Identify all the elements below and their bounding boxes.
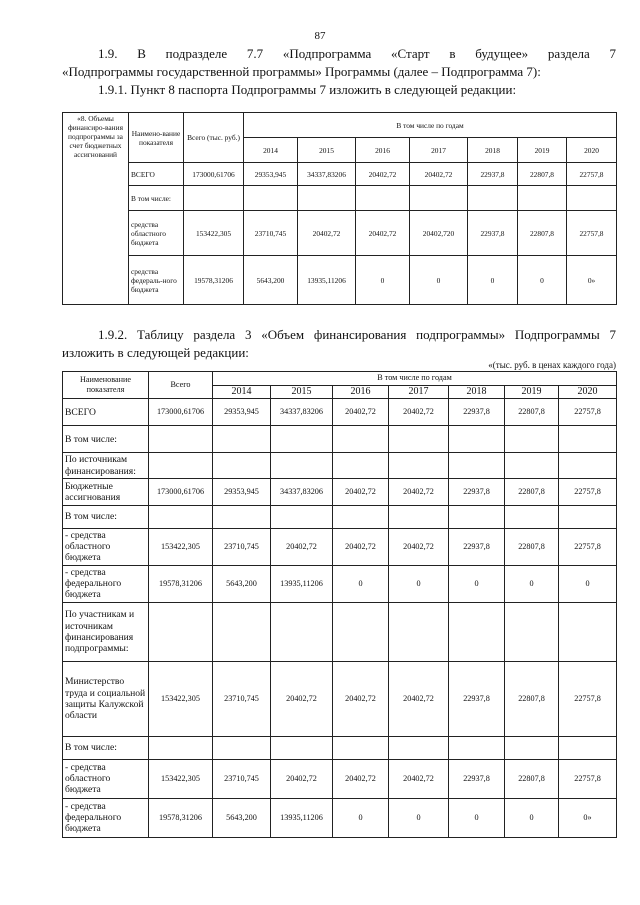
row-label: средства областного бюджета: [129, 211, 184, 256]
cell-value: 22807,8: [505, 661, 559, 736]
cell-value: 22937,8: [449, 661, 505, 736]
cell-value: 0»: [559, 798, 617, 837]
row-label: В том числе:: [63, 426, 149, 453]
header-total: Всего: [149, 372, 213, 399]
passport-table-body: [63, 113, 617, 305]
cell-value: [389, 602, 449, 661]
row-label: Министерство труда и социальной защиты Калужской области: [63, 661, 149, 736]
cell-value: [213, 426, 271, 453]
cell-value: 5643,200: [213, 798, 271, 837]
cell-value: 0: [389, 565, 449, 602]
cell-value: 22937,8: [468, 211, 518, 256]
row-label: В том числе:: [129, 186, 184, 211]
cell-value: 22757,8: [567, 211, 617, 256]
cell-value: [468, 186, 518, 211]
cell-value: [559, 453, 617, 478]
cell-value: 22807,8: [505, 478, 559, 505]
cell-value: 13935,11206: [271, 798, 333, 837]
para1-line1: 1.9. В подразделе 7.7 «Подпрограмма «Старт в будущее» раздела 7: [98, 46, 616, 61]
cell-value: 13935,11206: [298, 256, 356, 305]
cell-value: 20402,72: [389, 399, 449, 426]
cell-value: 22937,8: [449, 478, 505, 505]
cell-value: 29353,945: [244, 163, 298, 186]
table-row: [63, 602, 617, 661]
unit-note: «(тыс. руб. в ценах каждого года): [488, 360, 616, 370]
row-total: 173000,61706: [184, 163, 244, 186]
cell-value: [333, 426, 389, 453]
cell-value: [518, 186, 567, 211]
cell-value: 20402,72: [271, 528, 333, 565]
row-total: 19578,31206: [149, 565, 213, 602]
year-header: 2017: [389, 386, 449, 399]
cell-value: [333, 453, 389, 478]
year-header: 2015: [271, 386, 333, 399]
row-total: [184, 186, 244, 211]
year-header: 2020: [559, 386, 617, 399]
cell-value: 22757,8: [559, 661, 617, 736]
cell-value: 34337,83206: [298, 163, 356, 186]
cell-value: [389, 426, 449, 453]
table-row: [63, 565, 617, 602]
row-label: - средства областного бюджета: [63, 759, 149, 798]
cell-value: 22937,8: [449, 399, 505, 426]
cell-value: [389, 505, 449, 528]
cell-value: 13935,11206: [271, 565, 333, 602]
row-total: 153422,305: [184, 211, 244, 256]
row-total: 19578,31206: [149, 798, 213, 837]
table-row: [63, 426, 617, 453]
row-label: Бюджетные ассигнования: [63, 478, 149, 505]
cell-value: [505, 736, 559, 759]
table-row: [63, 505, 617, 528]
cell-value: 20402,72: [389, 661, 449, 736]
cell-value: 22937,8: [449, 759, 505, 798]
passport-table: [62, 112, 617, 305]
row-total: 153422,305: [149, 661, 213, 736]
cell-value: [449, 453, 505, 478]
year-header: 2020: [567, 138, 617, 163]
cell-value: 22807,8: [505, 399, 559, 426]
cell-value: 23710,745: [213, 759, 271, 798]
para3-line2: изложить в следующей редакции:: [62, 345, 249, 360]
row-label: - средства федерального бюджета: [63, 798, 149, 837]
cell-value: 0: [505, 565, 559, 602]
financing-table: [62, 371, 617, 838]
table-row: [63, 211, 617, 256]
section-label: «8. Объемы финансиро-вания подпрограммы за счет бюджетных ассигнований: [63, 113, 129, 305]
row-total: 19578,31206: [184, 256, 244, 305]
cell-value: [389, 453, 449, 478]
cell-value: 0»: [567, 256, 617, 305]
cell-value: 20402,72: [410, 163, 468, 186]
cell-value: [271, 453, 333, 478]
row-total: [149, 736, 213, 759]
table-row: [63, 798, 617, 837]
cell-value: 0: [505, 798, 559, 837]
row-label: По источникам финансирования:: [63, 453, 149, 478]
row-total: [149, 505, 213, 528]
financing-table-body: [63, 372, 617, 838]
cell-value: 0: [559, 565, 617, 602]
cell-value: 0: [468, 256, 518, 305]
row-total: 153422,305: [149, 759, 213, 798]
para2: 1.9.1. Пункт 8 паспорта Подпрограммы 7 изложить в следующей редакции:: [98, 82, 517, 97]
cell-value: 20402,720: [410, 211, 468, 256]
table-row: [63, 661, 617, 736]
cell-value: 29353,945: [213, 399, 271, 426]
cell-value: 20402,72: [356, 163, 410, 186]
cell-value: [449, 602, 505, 661]
header-years: В том числе по годам: [213, 372, 617, 386]
cell-value: [356, 186, 410, 211]
row-label: В том числе:: [63, 736, 149, 759]
cell-value: [567, 186, 617, 211]
cell-value: [333, 505, 389, 528]
cell-value: [559, 505, 617, 528]
cell-value: [213, 505, 271, 528]
year-header: 2019: [518, 138, 567, 163]
cell-value: 0: [356, 256, 410, 305]
row-label: - средства федерального бюджета: [63, 565, 149, 602]
table-row: [63, 186, 617, 211]
row-label: В том числе:: [63, 505, 149, 528]
cell-value: [505, 453, 559, 478]
cell-value: 0: [333, 565, 389, 602]
cell-value: 22757,8: [559, 528, 617, 565]
cell-value: 22807,8: [505, 759, 559, 798]
cell-value: [505, 602, 559, 661]
cell-value: [389, 736, 449, 759]
row-label: По участникам и источникам финансирования подпрограммы:: [63, 602, 149, 661]
cell-value: [298, 186, 356, 211]
cell-value: [559, 736, 617, 759]
table-row: [63, 736, 617, 759]
year-header: 2016: [333, 386, 389, 399]
row-label: ВСЕГО: [129, 163, 184, 186]
cell-value: 20402,72: [333, 528, 389, 565]
header-total: Всего (тыс. руб.): [184, 113, 244, 163]
cell-value: 0: [333, 798, 389, 837]
cell-value: [559, 426, 617, 453]
cell-value: 23710,745: [213, 661, 271, 736]
cell-value: [410, 186, 468, 211]
row-label: средства федераль-ного бюджета: [129, 256, 184, 305]
cell-value: [271, 736, 333, 759]
row-label: ВСЕГО: [63, 399, 149, 426]
table-row: [63, 759, 617, 798]
row-total: [149, 426, 213, 453]
page-number: 87: [314, 30, 326, 42]
row-total: 153422,305: [149, 528, 213, 565]
cell-value: 20402,72: [333, 759, 389, 798]
year-header: 2015: [298, 138, 356, 163]
cell-value: 22807,8: [505, 528, 559, 565]
row-total: [149, 453, 213, 478]
table-row: [63, 453, 617, 478]
cell-value: [505, 505, 559, 528]
year-header: 2017: [410, 138, 468, 163]
cell-value: 23710,745: [244, 211, 298, 256]
table-row: [63, 256, 617, 305]
cell-value: 22937,8: [468, 163, 518, 186]
header-years: В том числе по годам: [244, 113, 617, 138]
cell-value: 34337,83206: [271, 478, 333, 505]
cell-value: [213, 602, 271, 661]
cell-value: 22807,8: [518, 163, 567, 186]
cell-value: 22807,8: [518, 211, 567, 256]
para3-line1: 1.9.2. Таблицу раздела 3 «Объем финансирования подпрограммы» Подпрограммы 7: [98, 327, 616, 342]
year-header: 2014: [213, 386, 271, 399]
cell-value: 20402,72: [333, 661, 389, 736]
cell-value: [449, 736, 505, 759]
year-header: 2014: [244, 138, 298, 163]
cell-value: [244, 186, 298, 211]
cell-value: 22937,8: [449, 528, 505, 565]
cell-value: [271, 505, 333, 528]
cell-value: [333, 602, 389, 661]
row-total: 173000,61706: [149, 478, 213, 505]
cell-value: 5643,200: [244, 256, 298, 305]
cell-value: 20402,72: [389, 478, 449, 505]
cell-value: 0: [449, 565, 505, 602]
cell-value: 20402,72: [333, 399, 389, 426]
cell-value: 20402,72: [389, 759, 449, 798]
cell-value: [213, 736, 271, 759]
table-row: [63, 478, 617, 505]
cell-value: 0: [389, 798, 449, 837]
year-header: 2018: [449, 386, 505, 399]
para1-line2: «Подпрограммы государственной программы» Программы (далее – Подпрограмма 7):: [62, 64, 541, 79]
cell-value: 20402,72: [298, 211, 356, 256]
cell-value: [559, 602, 617, 661]
cell-value: 0: [410, 256, 468, 305]
cell-value: [271, 426, 333, 453]
cell-value: 34337,83206: [271, 399, 333, 426]
cell-value: 23710,745: [213, 528, 271, 565]
cell-value: [449, 426, 505, 453]
cell-value: 22757,8: [559, 759, 617, 798]
cell-value: [271, 602, 333, 661]
cell-value: 20402,72: [271, 759, 333, 798]
cell-value: 22757,8: [559, 478, 617, 505]
cell-value: 20402,72: [356, 211, 410, 256]
header-name: Наимено-вание показателя: [129, 113, 184, 163]
table-row: [63, 528, 617, 565]
cell-value: [505, 426, 559, 453]
cell-value: 0: [518, 256, 567, 305]
table-row: [63, 163, 617, 186]
year-header: 2019: [505, 386, 559, 399]
cell-value: [213, 453, 271, 478]
cell-value: 22757,8: [567, 163, 617, 186]
year-header: 2018: [468, 138, 518, 163]
header-name: Наименование показателя: [63, 372, 149, 399]
year-header: 2016: [356, 138, 410, 163]
cell-value: 22757,8: [559, 399, 617, 426]
cell-value: 29353,945: [213, 478, 271, 505]
cell-value: 20402,72: [389, 528, 449, 565]
cell-value: 0: [449, 798, 505, 837]
cell-value: [449, 505, 505, 528]
cell-value: 20402,72: [333, 478, 389, 505]
row-total: [149, 602, 213, 661]
row-label: - средства областного бюджета: [63, 528, 149, 565]
table-row: [63, 399, 617, 426]
cell-value: [333, 736, 389, 759]
cell-value: 5643,200: [213, 565, 271, 602]
row-total: 173000,61706: [149, 399, 213, 426]
cell-value: 20402,72: [271, 661, 333, 736]
